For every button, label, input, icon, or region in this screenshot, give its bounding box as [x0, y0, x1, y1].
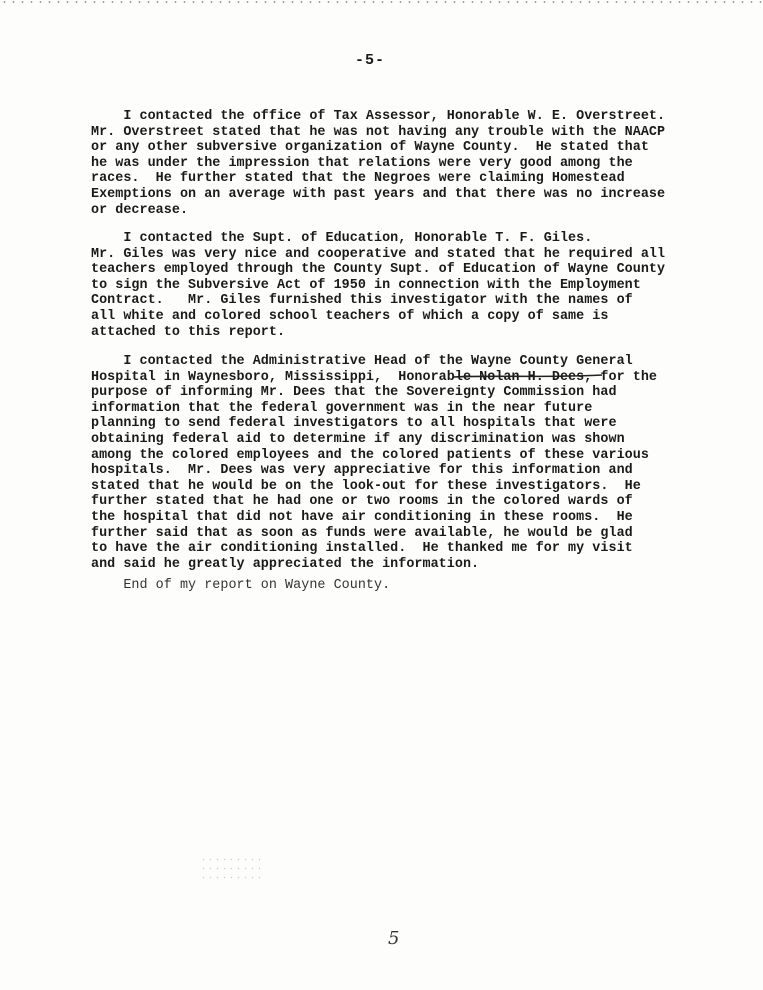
text-line: planning to send federal investigators to all hospitals that were	[91, 416, 617, 432]
text-line: Mr. Overstreet stated that he was not having any trouble with the NAACP	[91, 124, 666, 140]
text-line: Mr. Giles was very nice and cooperative and stated that he required all	[91, 246, 666, 262]
scan-edge-dots	[0, 0, 763, 4]
text-line: I contacted the Supt. of Education, Honorable T. F. Giles.	[91, 231, 593, 246]
text-line: obtaining federal aid to determine if any discrimination was shown	[91, 431, 625, 447]
text-line: attached to this report.	[91, 324, 286, 340]
text-line: stated that he would be on the look-out for these investigators. He	[91, 478, 641, 494]
text-line: he was under the impression that relations were very good among the	[91, 155, 633, 171]
handwritten-underline-mark	[452, 372, 612, 380]
scan-speckle	[200, 855, 260, 885]
text-line: the hospital that did not have air conditioning in these rooms. He	[91, 509, 633, 525]
text-line: to have the air conditioning installed. He thanked me for my visit	[91, 541, 633, 557]
text-line: hospitals. Mr. Dees was very appreciative for this information and	[91, 463, 633, 479]
text-line: races. He further stated that the Negroes were claiming Homestead	[91, 171, 625, 187]
text-line: further stated that he had one or two rooms in the colored wards of	[91, 494, 633, 510]
text-line: Hospital in Waynesboro, Mississippi, Honorable Nolan H. Dees, for the	[91, 369, 657, 385]
text-line: I contacted the office of Tax Assessor, Honorable W. E. Overstreet.	[91, 109, 666, 124]
text-line: information that the federal government was in the near future	[91, 400, 593, 416]
text-line: Contract. Mr. Giles furnished this investigator with the names of	[91, 293, 633, 309]
text-line: End of my report on Wayne County.	[91, 578, 391, 593]
handwritten-page-number: 5	[388, 928, 400, 949]
text-line: all white and colored school teachers of which a copy of same is	[91, 308, 609, 324]
text-line: Exemptions on an average with past years and that there was no increase	[91, 186, 666, 202]
text-line: further said that as soon as funds were available, he would be glad	[91, 525, 633, 541]
paragraph-education	[91, 231, 731, 340]
text-line: and said he greatly appreciated the information.	[91, 556, 480, 572]
text-line: or any other subversive organization of Wayne County. He stated that	[91, 140, 649, 156]
paragraph-tax-assessor	[91, 109, 731, 218]
text-line: among the colored employees and the colored patients of these various	[91, 447, 649, 463]
paragraph-end-of-report	[91, 578, 731, 594]
text-line: to sign the Subversive Act of 1950 in connection with the Employment	[91, 277, 641, 293]
text-line: teachers employed through the County Supt. of Education of Wayne County	[91, 262, 666, 278]
text-line: or decrease.	[91, 202, 189, 218]
text-line: I contacted the Administrative Head of the Wayne County General	[91, 354, 633, 369]
page-header: -5-	[355, 52, 386, 69]
paragraph-hospital	[91, 354, 731, 572]
text-line: purpose of informing Mr. Dees that the Sovereignty Commission had	[91, 385, 617, 401]
